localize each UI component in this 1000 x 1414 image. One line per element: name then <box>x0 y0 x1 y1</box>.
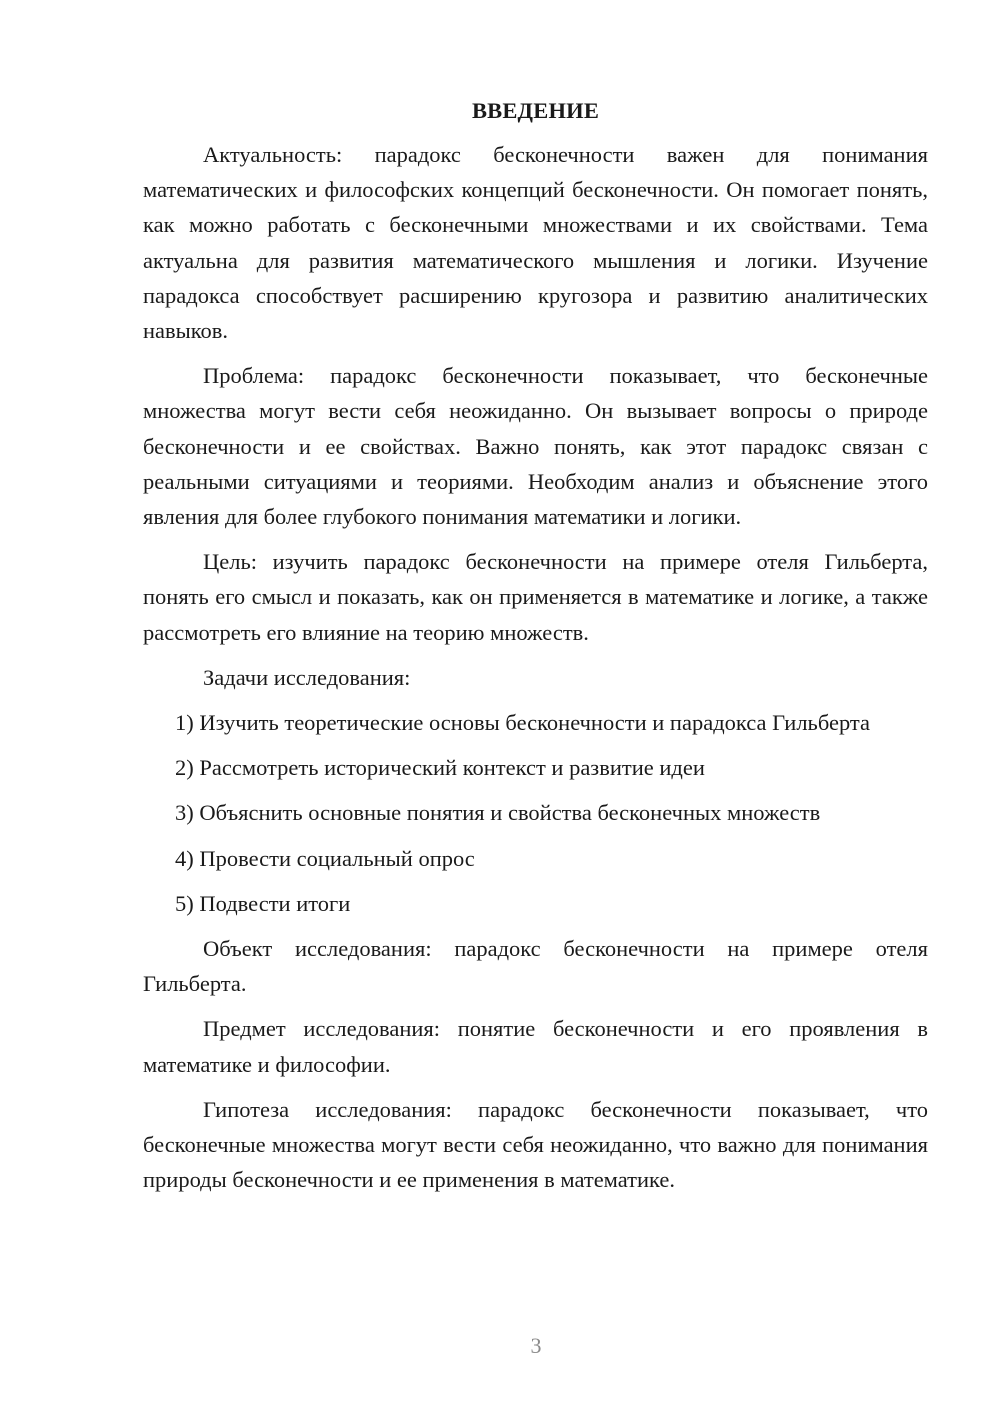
task-item-3: 3) Объяснить основные понятия и свойства бесконечных множеств <box>175 800 821 826</box>
task-item-4: 4) Провести социальный опрос <box>175 845 475 871</box>
task-item-2: 2) Рассмотреть исторический контекст и развитие идеи <box>175 755 705 781</box>
page-content <box>143 95 928 1207</box>
task-item-5: 5) Подвести итоги <box>175 890 351 916</box>
object-paragraph: Объект исследования: парадокс бесконечности на примере отеля Гильберта. <box>143 936 928 997</box>
relevance-paragraph: Актуальность: парадокс бесконечности важен для понимания математических и философских концепций бесконечности. Он помогает понять, как можно работать с бесконечными множествами и их свойствами. Тема актуальна для развития математического мышления и логики. Изучение парадокса способствует расширению кругозора и развитию аналитических навыков. <box>143 142 928 344</box>
subject-paragraph: Предмет исследования: понятие бесконечности и его проявления в математике и философии. <box>143 1016 928 1077</box>
problem-paragraph: Проблема: парадокс бесконечности показывает, что бесконечные множества могут вести себя неожиданно. Он вызывает вопросы о природе бесконечности и ее свойствах. Важно понять, как этот парадокс связан с реальными ситуациями и теориями. Необходим анализ и объяснение этого явления для более глубокого понимания математики и логики. <box>143 363 928 530</box>
task-item-1: 1) Изучить теоретические основы бесконечности и парадокса Гильберта <box>175 710 871 736</box>
goal-paragraph: Цель: изучить парадокс бесконечности на примере отеля Гильберта, понять его смысл и показать, как он применяется в математике и логике, а также рассмотреть его влияние на теорию множеств. <box>143 549 928 645</box>
hypothesis-paragraph: Гипотеза исследования: парадокс бесконечности показывает, что бесконечные множества могут вести себя неожиданно, что важно для понимания природы бесконечности и ее применения в математике. <box>143 1096 928 1193</box>
section-heading: ВВЕДЕНИЕ <box>471 98 600 123</box>
tasks-label: Задачи исследования: <box>203 664 411 690</box>
page-number: 3 <box>530 1333 542 1358</box>
